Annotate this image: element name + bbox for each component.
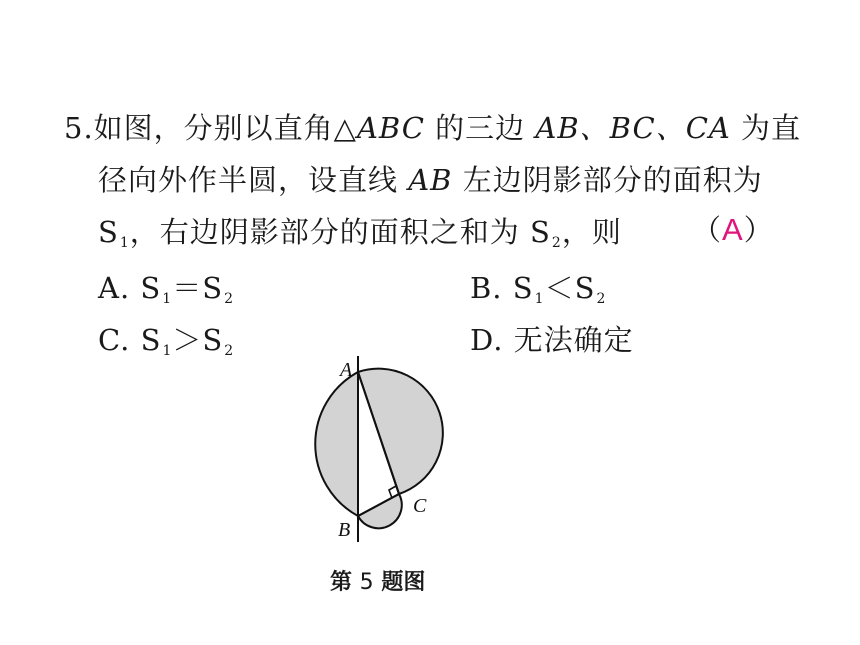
answer-mark: A (722, 212, 744, 247)
label-b: B (338, 519, 351, 541)
option-a: A. $S_1=S_2$ (98, 271, 234, 307)
semicircle-ac (358, 369, 443, 494)
triangle-name: ABC (356, 111, 425, 145)
option-c: C. $S_1>S_2$ (98, 323, 235, 359)
semicircle-ab (315, 372, 358, 516)
question-line-1: 5.如图，分别以直角△ABC 的三边 AB、BC、CA 为直 (64, 111, 802, 145)
figure-caption: 第 5 题图 (330, 570, 426, 595)
label-c: C (413, 495, 427, 517)
question-line-3: $S_1$，右边阴影部分的面积之和为 $S_2$，则 (98, 215, 622, 251)
label-a: A (340, 359, 353, 381)
semicircle-bc (358, 494, 402, 528)
answer-bracket: （A） (692, 212, 774, 247)
question-line-2: 径向外作半圆，设直线 AB 左边阴影部分的面积为 (98, 163, 763, 197)
side-names: AB、BC、CA (535, 111, 731, 145)
line-ab: AB (408, 163, 453, 197)
semicircle-figure (285, 352, 455, 552)
option-d: D. 无法确定 (470, 323, 634, 357)
option-b: B. $S_1<S_2$ (470, 271, 607, 307)
question-number: 5. (64, 111, 94, 145)
